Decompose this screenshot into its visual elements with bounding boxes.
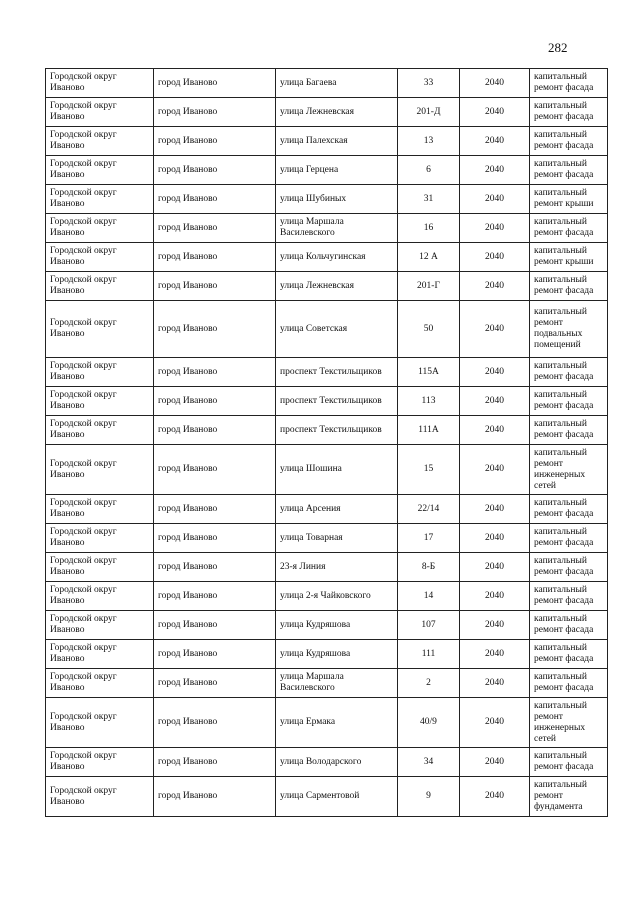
settlement-cell: город Иваново: [154, 69, 276, 98]
settlement-cell: город Иваново: [154, 185, 276, 214]
house-number-cell: 113: [398, 387, 460, 416]
house-number-cell: 33: [398, 69, 460, 98]
work-type-cell: капитальный ремонт крыши: [530, 185, 608, 214]
year-cell: 2040: [460, 524, 530, 553]
municipality-cell: Городской округ Иваново: [46, 69, 154, 98]
municipality-cell: Городской округ Иваново: [46, 698, 154, 748]
street-cell: улица Сарментовой: [276, 777, 398, 817]
table-row: [46, 611, 608, 640]
street-cell: улица Шубиных: [276, 185, 398, 214]
settlement-cell: город Иваново: [154, 495, 276, 524]
house-number-cell: 15: [398, 445, 460, 495]
work-type-cell: капитальный ремонт фасада: [530, 416, 608, 445]
municipality-cell: Городской округ Иваново: [46, 748, 154, 777]
municipality-cell: Городской округ Иваново: [46, 495, 154, 524]
year-cell: 2040: [460, 243, 530, 272]
municipality-cell: Городской округ Иваново: [46, 127, 154, 156]
settlement-cell: город Иваново: [154, 416, 276, 445]
street-cell: улица Кольчугинская: [276, 243, 398, 272]
settlement-cell: город Иваново: [154, 243, 276, 272]
table-row: [46, 553, 608, 582]
settlement-cell: город Иваново: [154, 301, 276, 358]
house-number-cell: 50: [398, 301, 460, 358]
work-type-cell: капитальный ремонт инженерных сетей: [530, 698, 608, 748]
municipality-cell: Городской округ Иваново: [46, 669, 154, 698]
settlement-cell: город Иваново: [154, 524, 276, 553]
table-row: [46, 127, 608, 156]
street-cell: улица Маршала Василевского: [276, 669, 398, 698]
settlement-cell: город Иваново: [154, 98, 276, 127]
work-type-cell: капитальный ремонт инженерных сетей: [530, 445, 608, 495]
work-type-cell: капитальный ремонт фасада: [530, 582, 608, 611]
year-cell: 2040: [460, 416, 530, 445]
house-number-cell: 111А: [398, 416, 460, 445]
street-cell: улица 2-я Чайковского: [276, 582, 398, 611]
year-cell: 2040: [460, 777, 530, 817]
municipality-cell: Городской округ Иваново: [46, 611, 154, 640]
settlement-cell: город Иваново: [154, 214, 276, 243]
street-cell: улица Багаева: [276, 69, 398, 98]
house-number-cell: 201-Д: [398, 98, 460, 127]
municipality-cell: Городской округ Иваново: [46, 416, 154, 445]
year-cell: 2040: [460, 127, 530, 156]
street-cell: улица Товарная: [276, 524, 398, 553]
municipality-cell: Городской округ Иваново: [46, 214, 154, 243]
table-row: [46, 640, 608, 669]
page-number: 282: [548, 40, 568, 55]
table-row: [46, 748, 608, 777]
table-row: [46, 387, 608, 416]
street-cell: 23-я Линия: [276, 553, 398, 582]
work-type-cell: капитальный ремонт фасада: [530, 127, 608, 156]
work-type-cell: капитальный ремонт фасада: [530, 748, 608, 777]
house-number-cell: 13: [398, 127, 460, 156]
street-cell: улица Шошина: [276, 445, 398, 495]
municipality-cell: Городской округ Иваново: [46, 98, 154, 127]
table-row: [46, 777, 608, 817]
table-row: [46, 301, 608, 358]
year-cell: 2040: [460, 495, 530, 524]
street-cell: улица Палехская: [276, 127, 398, 156]
house-number-cell: 107: [398, 611, 460, 640]
settlement-cell: город Иваново: [154, 445, 276, 495]
street-cell: улица Володарского: [276, 748, 398, 777]
year-cell: 2040: [460, 214, 530, 243]
work-type-cell: капитальный ремонт фасада: [530, 553, 608, 582]
year-cell: 2040: [460, 358, 530, 387]
work-type-cell: капитальный ремонт фасада: [530, 640, 608, 669]
house-number-cell: 12 А: [398, 243, 460, 272]
table-row: [46, 495, 608, 524]
house-number-cell: 111: [398, 640, 460, 669]
municipality-cell: Городской округ Иваново: [46, 387, 154, 416]
table-row: [46, 582, 608, 611]
house-number-cell: 16: [398, 214, 460, 243]
street-cell: улица Кудряшова: [276, 611, 398, 640]
house-number-cell: 22/14: [398, 495, 460, 524]
table-row: [46, 98, 608, 127]
settlement-cell: город Иваново: [154, 698, 276, 748]
settlement-cell: город Иваново: [154, 127, 276, 156]
work-type-cell: капитальный ремонт фасада: [530, 358, 608, 387]
municipality-cell: Городской округ Иваново: [46, 553, 154, 582]
table-row: [46, 243, 608, 272]
settlement-cell: город Иваново: [154, 748, 276, 777]
work-type-cell: капитальный ремонт фасада: [530, 98, 608, 127]
table-row: [46, 214, 608, 243]
year-cell: 2040: [460, 553, 530, 582]
year-cell: 2040: [460, 445, 530, 495]
table-row: [46, 524, 608, 553]
house-number-cell: 14: [398, 582, 460, 611]
year-cell: 2040: [460, 698, 530, 748]
municipality-cell: Городской округ Иваново: [46, 185, 154, 214]
street-cell: улица Лежневская: [276, 272, 398, 301]
house-number-cell: 115А: [398, 358, 460, 387]
work-type-cell: капитальный ремонт фасада: [530, 214, 608, 243]
municipality-cell: Городской округ Иваново: [46, 301, 154, 358]
municipality-cell: Городской округ Иваново: [46, 582, 154, 611]
year-cell: 2040: [460, 272, 530, 301]
table-row: [46, 156, 608, 185]
street-cell: улица Кудряшова: [276, 640, 398, 669]
year-cell: 2040: [460, 387, 530, 416]
work-type-cell: капитальный ремонт фасада: [530, 387, 608, 416]
street-cell: проспект Текстильщиков: [276, 358, 398, 387]
house-number-cell: 6: [398, 156, 460, 185]
year-cell: 2040: [460, 98, 530, 127]
street-cell: проспект Текстильщиков: [276, 416, 398, 445]
table-row: [46, 669, 608, 698]
street-cell: улица Маршала Василевского: [276, 214, 398, 243]
year-cell: 2040: [460, 582, 530, 611]
table-row: [46, 69, 608, 98]
year-cell: 2040: [460, 640, 530, 669]
work-type-cell: капитальный ремонт фасада: [530, 611, 608, 640]
municipality-cell: Городской округ Иваново: [46, 777, 154, 817]
year-cell: 2040: [460, 185, 530, 214]
table-row: [46, 445, 608, 495]
municipality-cell: Городской округ Иваново: [46, 156, 154, 185]
house-number-cell: 40/9: [398, 698, 460, 748]
settlement-cell: город Иваново: [154, 553, 276, 582]
table-row: [46, 358, 608, 387]
municipality-cell: Городской округ Иваново: [46, 272, 154, 301]
settlement-cell: город Иваново: [154, 156, 276, 185]
house-number-cell: 34: [398, 748, 460, 777]
municipality-cell: Городской округ Иваново: [46, 243, 154, 272]
house-number-cell: 17: [398, 524, 460, 553]
work-type-cell: капитальный ремонт фасада: [530, 272, 608, 301]
table-row: [46, 698, 608, 748]
house-number-cell: 2: [398, 669, 460, 698]
table-row: [46, 185, 608, 214]
settlement-cell: город Иваново: [154, 669, 276, 698]
work-type-cell: капитальный ремонт фундамента: [530, 777, 608, 817]
settlement-cell: город Иваново: [154, 272, 276, 301]
work-type-cell: капитальный ремонт фасада: [530, 669, 608, 698]
year-cell: 2040: [460, 301, 530, 358]
year-cell: 2040: [460, 669, 530, 698]
municipality-cell: Городской округ Иваново: [46, 445, 154, 495]
year-cell: 2040: [460, 156, 530, 185]
house-number-cell: 9: [398, 777, 460, 817]
street-cell: улица Советская: [276, 301, 398, 358]
settlement-cell: город Иваново: [154, 387, 276, 416]
house-number-cell: 31: [398, 185, 460, 214]
municipality-cell: Городской округ Иваново: [46, 524, 154, 553]
settlement-cell: город Иваново: [154, 358, 276, 387]
year-cell: 2040: [460, 748, 530, 777]
repair-schedule-table: [45, 68, 608, 817]
street-cell: проспект Текстильщиков: [276, 387, 398, 416]
settlement-cell: город Иваново: [154, 582, 276, 611]
settlement-cell: город Иваново: [154, 640, 276, 669]
work-type-cell: капитальный ремонт подвальных помещений: [530, 301, 608, 358]
street-cell: улица Ермака: [276, 698, 398, 748]
municipality-cell: Городской округ Иваново: [46, 640, 154, 669]
street-cell: улица Лежневская: [276, 98, 398, 127]
settlement-cell: город Иваново: [154, 611, 276, 640]
table-row: [46, 272, 608, 301]
house-number-cell: 8-Б: [398, 553, 460, 582]
year-cell: 2040: [460, 69, 530, 98]
house-number-cell: 201-Г: [398, 272, 460, 301]
table-body: [46, 69, 608, 817]
work-type-cell: капитальный ремонт фасада: [530, 524, 608, 553]
table-row: [46, 416, 608, 445]
work-type-cell: капитальный ремонт фасада: [530, 156, 608, 185]
municipality-cell: Городской округ Иваново: [46, 358, 154, 387]
work-type-cell: капитальный ремонт фасада: [530, 495, 608, 524]
street-cell: улица Арсения: [276, 495, 398, 524]
work-type-cell: капитальный ремонт крыши: [530, 243, 608, 272]
year-cell: 2040: [460, 611, 530, 640]
work-type-cell: капитальный ремонт фасада: [530, 69, 608, 98]
street-cell: улица Герцена: [276, 156, 398, 185]
settlement-cell: город Иваново: [154, 777, 276, 817]
